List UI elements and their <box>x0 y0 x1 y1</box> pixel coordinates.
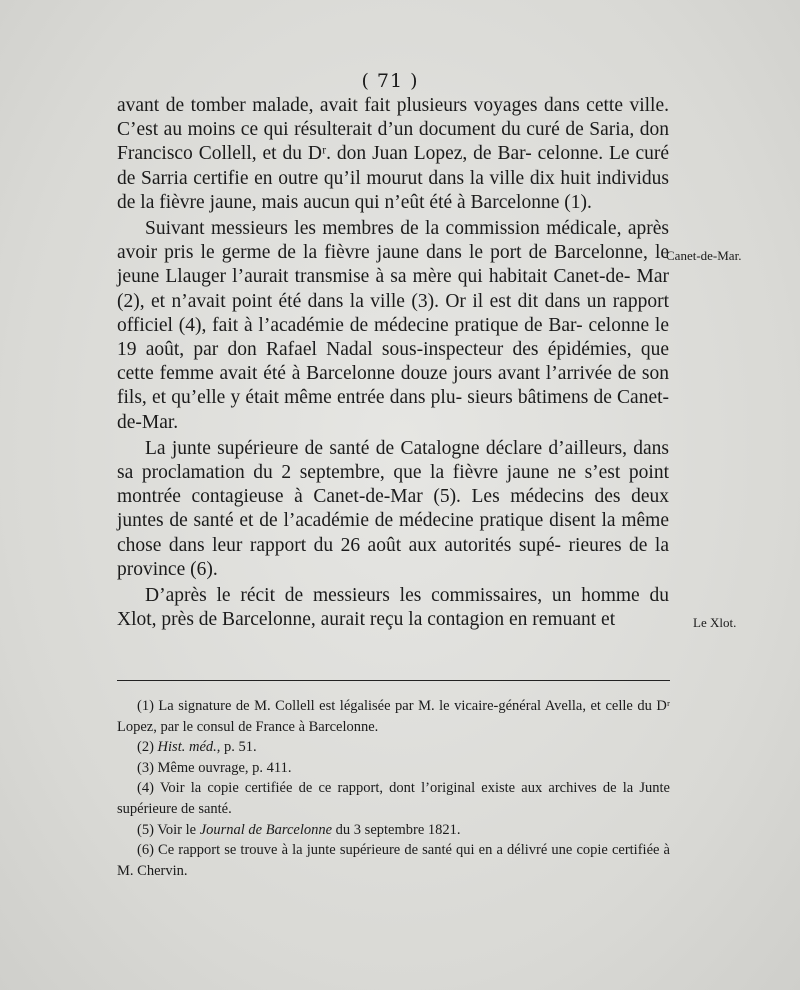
footnote: (3) Même ouvrage, p. 411. <box>137 759 292 776</box>
text-line: épidémies, que cette femme avait été à Barcelonne douze jours <box>117 339 670 385</box>
footnote-number: (2) <box>137 739 154 756</box>
margin-note-canet-de-mar: Canet-de-Mar. <box>666 248 742 263</box>
footnote <box>117 737 670 758</box>
text-line: point montrée contagieuse à Canet-de-Mar (5). Les médecins des <box>117 462 670 508</box>
margin-note-le-xlot: Le Xlot. <box>693 615 737 630</box>
paragraph <box>117 437 669 582</box>
text-line: ville. C’est au moins ce qui résulterait d’un document du curé de <box>117 95 669 141</box>
footnote-divider <box>117 680 670 681</box>
text-line: été à Barcelonne (1). <box>429 191 592 213</box>
text-line: D’après le récit de messieurs les commissaires, un homme du <box>145 585 669 607</box>
page-number: ( 71 ) <box>361 70 419 92</box>
text-line: le jeune Llauger l’aurait transmise à sa mère qui habitait Canet-de- <box>117 242 670 288</box>
footnote-suffix: du 3 septembre 1821. <box>335 821 461 838</box>
paragraph <box>117 94 669 215</box>
body-text <box>117 94 669 632</box>
text-line: sieurs bâtimens de Canet-de-Mar. <box>117 387 670 433</box>
footnote-title: Hist. méd. <box>157 739 217 756</box>
text-line: celonne. Le curé de Sarria certifie en outre qu’il mourut dans la <box>117 143 669 189</box>
footnote: (1) La signature de M. Collell est légalisée par M. le vicaire-général Avella, et celle du Dʳ Lopez, par le consul de France à Barcelonne. <box>117 698 670 735</box>
text-line: Saria, don Francisco Collell, et du Dʳ. don Juan Lopez, de Bar- <box>117 119 669 165</box>
text-line: rapport officiel (4), fait à l’académie de médecine pratique de Bar- <box>117 290 669 336</box>
text-line: avant l’arrivée de son fils, et qu’elle y était même entrée dans plu- <box>117 363 669 409</box>
text-line: dans sa proclamation du 2 septembre, que la fièvre jaune ne s’est <box>117 437 670 484</box>
text-line: avoir pris le germe de la fièvre jaune dans le port de Barcelonne, <box>117 242 648 264</box>
text-line: La junte supérieure de santé de Catalogne déclare d’ailleurs, <box>145 437 627 459</box>
footnote-prefix: (5) Voir le <box>137 821 197 838</box>
text-line: la même chose dans leur rapport du 26 août aux autorités supé- <box>117 510 670 556</box>
footnote-page: , p. 51. <box>216 739 257 756</box>
footnotes <box>117 696 670 881</box>
text-line: rieures de la province (6). <box>117 534 669 580</box>
footnote-title: Journal de Barcelonne <box>199 821 333 838</box>
text-line: avant de tomber malade, avait fait plusieurs voyages dans cette <box>117 95 623 116</box>
text-line: Mar (2), et n’avait point été dans la ville (3). Or il est dit dans un <box>117 266 670 312</box>
footnote <box>117 820 670 841</box>
footnote: (4) Voir la copie certifiée de ce rapport, dont l’original existe aux archives de la Junte supérieure de santé. <box>117 780 670 817</box>
text-line: Xlot, près de Barcelonne, aurait reçu la contagion en remuant et <box>117 609 616 631</box>
text-line: deux juntes de santé et de l’académie de médecine pratique disent <box>117 486 669 532</box>
footnote: (6) Ce rapport se trouve à la junte supérieure de santé qui en a délivré une copie certifiée à M. Chervin. <box>117 842 670 879</box>
text-line: ville dix huit individus de la fièvre jaune, mais aucun qui n’eût <box>117 167 669 213</box>
paragraph <box>117 584 669 632</box>
paragraph <box>117 217 669 435</box>
text-line: celonne le 19 août, par don Rafael Nadal sous-inspecteur des <box>117 314 669 361</box>
text-line: Suivant messieurs les membres de la commission médicale, après <box>145 218 669 240</box>
